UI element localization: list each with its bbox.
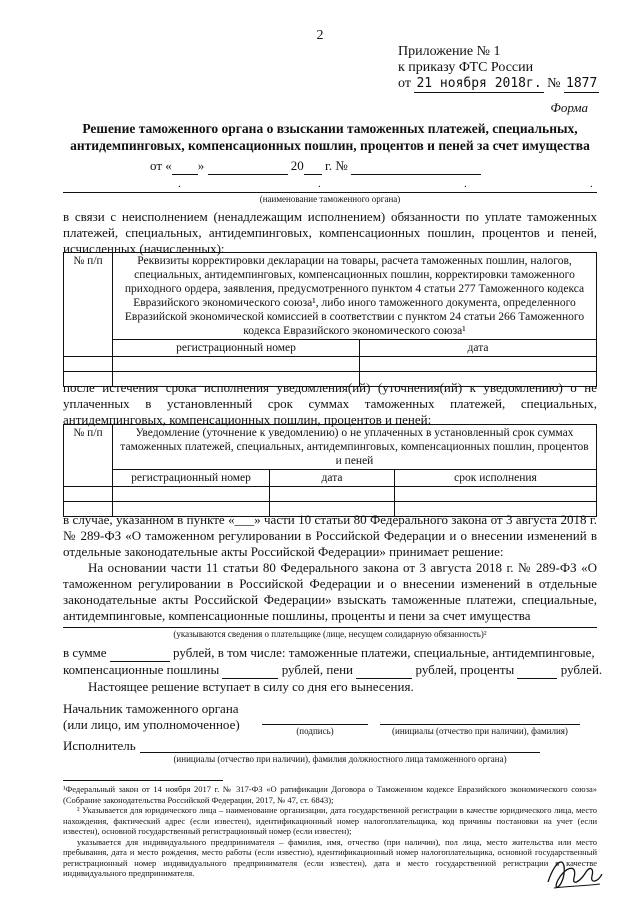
- table-row: [64, 487, 597, 502]
- footnote-separator: [63, 780, 223, 781]
- table1-sub-regnum: регистрационный номер: [113, 340, 360, 357]
- signature-line[interactable]: [262, 724, 368, 725]
- table1-col-requisites: Реквизиты корректировки декларации на товары, расчета таможенных пошлин, налогов, специальных, антидемпинговых, компенсационных пошлин, корректировки таможенного приходного ордера, заявления, предусмотренного пунктом 4 статьи 277 Таможенного кодекса Евразийского экономического союза¹, либо иного таможенного документа, определенного Евразийской экономической комиссией в соответствии с пунктом 24 статьи 266 Таможенного кодекса Евразийского экономического союза¹: [113, 253, 597, 340]
- total-sum-blank[interactable]: [110, 645, 170, 662]
- table1-sub-date: дата: [360, 340, 597, 357]
- dot-mark-2: .: [318, 178, 321, 190]
- page-number: 2: [316, 28, 324, 43]
- effective-clause: Настоящее решение вступает в силу со дня его вынесения.: [88, 679, 414, 694]
- title-line-1: Решение таможенного органа о взыскании таможенных платежей, специальных,: [82, 121, 578, 136]
- table2-sub-deadline: срок исполнения: [395, 470, 597, 487]
- order-number: 1877: [566, 76, 598, 91]
- table2-cell[interactable]: [113, 487, 270, 502]
- table2-sub-regnum: регистрационный номер: [113, 470, 270, 487]
- appendix-line2: к приказу ФТС России: [398, 60, 534, 75]
- interest-label: рублей, проценты: [415, 662, 515, 677]
- year-blank[interactable]: [304, 158, 322, 175]
- payer-caption: (указываются сведения о плательщике (лице, несущем солидарную обязанность)²: [173, 629, 487, 639]
- paragraph-1: в связи с неисполнением (ненадлежащим исполнением) обязанности по уплате таможенных платежей, специальных, антидемпинговых, компенсационных пошлин, процентов и пеней, исчисленных (начисленных):: [63, 209, 597, 256]
- form-label: Форма: [550, 100, 588, 115]
- head-line-2: (или лицо, им уполномоченное): [63, 717, 240, 732]
- date-quote: »: [197, 158, 205, 173]
- head-name-line[interactable]: [380, 724, 580, 725]
- table2-cell[interactable]: [270, 487, 395, 502]
- paragraph-4: На основании части 11 статьи 80 Федерального закона от 3 августа 2018 г. № 289-ФЗ «О таможенном регулировании в Российской Федерации и о внесении изменений в отдельные законодательные акты Российской Федерации» взыскать таможенные платежи, специальные, антидемпинговые, компенсационные пошлины, проценты и пени за счет имущества: [63, 560, 597, 623]
- appendix-line1: Приложение № 1: [398, 44, 501, 59]
- executor-label: Исполнитель: [63, 738, 136, 753]
- decision-number-blank[interactable]: [351, 158, 481, 175]
- handwritten-signature-icon: [544, 852, 604, 896]
- table-documents: [63, 252, 597, 387]
- date-prefix: от: [398, 76, 411, 91]
- dot-mark-4: .: [590, 178, 593, 190]
- table2-sub-date: дата: [270, 470, 395, 487]
- footnotes: [63, 784, 597, 879]
- paragraph-2: после истечения срока исполнения уведомления(ий) (уточнения(ий) к уведомлению) о не уплаченных в установленный срок суммах таможенных платежей, специальных, антидемпинговых, компенсационных пошлин, процентов и пеней:: [63, 380, 597, 427]
- footnote-1: ¹Федеральный закон от 14 ноября 2017 г. № 317-ФЗ «О ратификации Договора о Таможенном кодексе Евразийского экономического союза» (Собрание законодательства Российской Федерации, 2017, № 47, ст. 6843);: [63, 784, 597, 805]
- sum-line-2: [63, 662, 603, 679]
- signature-caption: (подпись): [296, 726, 334, 736]
- sum-line-1: [63, 645, 597, 662]
- penalties-blank[interactable]: [356, 662, 412, 679]
- dot-mark-3: .: [464, 178, 467, 190]
- appendix-header: [398, 44, 599, 93]
- order-date: 21 ноября 2018г.: [416, 76, 542, 91]
- rub-label: рублей.: [560, 662, 603, 677]
- executor-caption: (инициалы (отчество при наличии), фамилия должностного лица таможенного органа): [173, 754, 507, 764]
- table-notifications: [63, 424, 597, 517]
- head-line-1: Начальник таможенного органа: [63, 701, 239, 716]
- penalties-label: рублей, пени: [281, 662, 354, 677]
- table-row: [64, 357, 597, 372]
- sum-text: рублей, в том числе: таможенные платежи, специальные, антидемпинговые,: [173, 645, 595, 660]
- number-label: г. №: [325, 158, 348, 173]
- decision-date-line: [150, 158, 481, 175]
- appendix-date-line: [398, 76, 599, 93]
- month-blank[interactable]: [208, 158, 288, 175]
- document-title: [60, 120, 600, 154]
- sum-label: в сумме: [63, 645, 107, 660]
- interest-blank[interactable]: [517, 662, 557, 679]
- table2-col-notification: Уведомление (уточнение к уведомлению) о не уплаченных в установленный срок суммах таможенных платежей, специальных, антидемпинговых, компенсационных пошлин, процентов и пеней: [113, 425, 597, 470]
- customs-name-line[interactable]: [63, 192, 597, 193]
- table2-cell[interactable]: [64, 487, 113, 502]
- order-number-label: №: [547, 76, 561, 91]
- duties-label: компенсационные пошлины: [63, 662, 220, 677]
- table1-cell[interactable]: [113, 357, 360, 372]
- table1-cell[interactable]: [64, 357, 113, 372]
- date-from: от «: [150, 158, 172, 173]
- duties-blank[interactable]: [222, 662, 278, 679]
- paragraph-3: в случае, указанном в пункте «___» части 10 статьи 80 Федерального закона от 3 августа 2018 г. № 289-ФЗ «О таможенном регулировании в Российской Федерации и о внесении изменений в отдельные законодательные акты Российской Федерации» принимает решение:: [63, 512, 597, 559]
- year-prefix: 20: [290, 158, 304, 173]
- table2-cell[interactable]: [395, 487, 597, 502]
- head-title: [63, 701, 240, 733]
- table1-col-number: № п/п: [64, 253, 113, 357]
- executor-line[interactable]: [140, 752, 540, 753]
- customs-name-caption: (наименование таможенного органа): [259, 194, 401, 204]
- title-line-2: антидемпинговых, компенсационных пошлин, процентов и пеней за счет имущества: [70, 138, 590, 153]
- footnote-3: указывается для индивидуального предпринимателя – фамилия, имя, отчество (при наличии), пол лица, место жительства или место пребывания, дата и место рождения, место работы (если известно), идентификационный номер налогоплательщика, основной государственный регистрационный номер индивидуального предпринимателя (если известен), дата и место государственной регистрации в качестве индивидуального предпринимателя.: [63, 836, 597, 878]
- head-name-caption: (инициалы (отчество при наличии), фамилия): [392, 726, 568, 736]
- sum-paragraph: [63, 645, 603, 695]
- dot-mark-1: .: [178, 178, 181, 190]
- payer-info-line[interactable]: [63, 627, 597, 628]
- footnote-2: ² Указывается для юридического лица – наименование организации, дата государственной регистрации в качестве юридического лица, место нахождения, фактический адрес (если известен), идентификационный номер налогоплательщика, код причины постановки на учет (если известен), основной государственный регистрационный номер (если известен);: [63, 805, 597, 836]
- table2-col-number: № п/п: [64, 425, 113, 487]
- day-blank[interactable]: [172, 158, 198, 175]
- table1-cell[interactable]: [360, 357, 597, 372]
